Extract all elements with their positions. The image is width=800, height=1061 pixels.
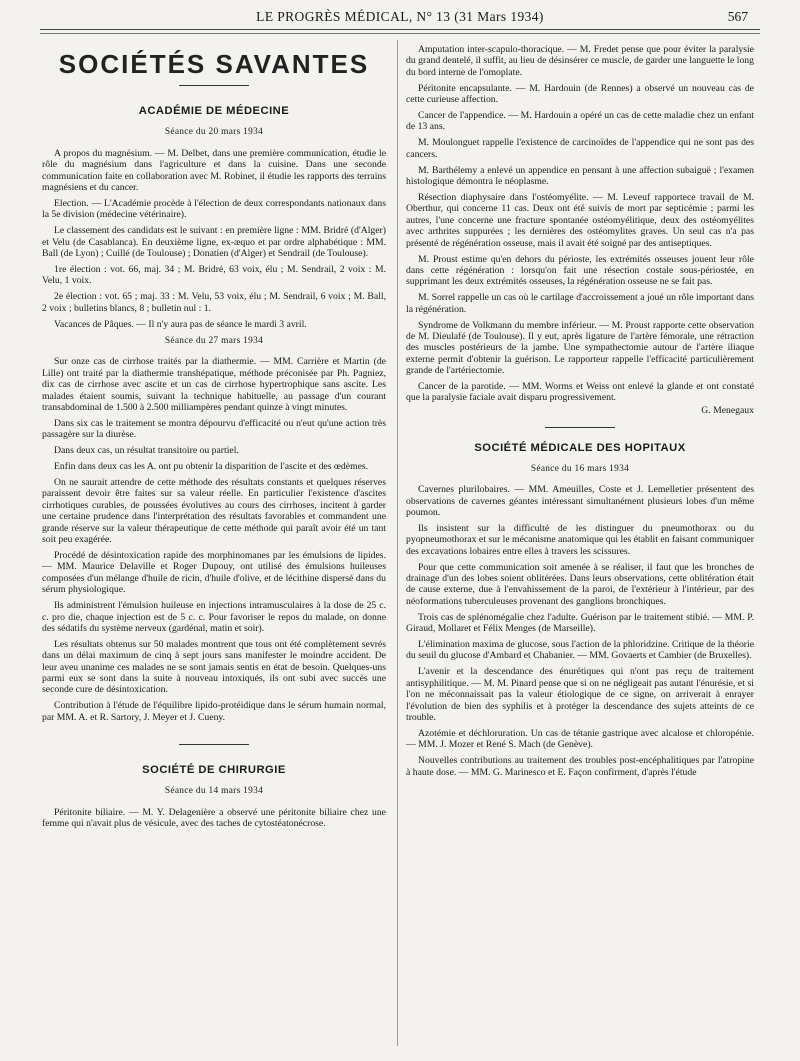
running-head [40, 9, 760, 29]
paragraph: Pour que cette communication soit amenée à se réaliser, il faut que les bronches de drainage d'un des lobes soient oblitérées. Dans leurs observations, cette oblitération était de cause externe, due à l'envahissement de la paroi, de l'extérieur à l'intérieur, par des néoformations tuberculeuses provenant des ganglions bronchiques. [406, 561, 754, 607]
paragraph: Dans six cas le traitement se montra dépourvu d'efficacité ou n'eut qu'une action très passagère sur la diurèse. [42, 417, 386, 441]
paragraph: Péritonite encapsulante. — M. Hardouin (de Rennes) a observé un nouveau cas de cette curieuse affection. [406, 82, 754, 106]
section-title: SOCIÉTÉS SAVANTES [58, 49, 370, 79]
paragraph: M. Barthélemy a enlevé un appendice en pensant à une affection subaiguë ; l'examen histologique démontra le néoplasme. [406, 164, 754, 188]
seance-date: Séance du 27 mars 1934 [164, 336, 264, 346]
paragraph: Syndrome de Volkmann du membre inférieur. — M. Proust rapporte cette observation de M. Dieulafé (de Toulouse). Il y eut, après ligature de l'artère fémorale, une rétraction des muscles postérieurs de la jambe. Une sympathectomie autour de l'artère iliaque externe permit d'obtenir la guérison. Le rapporteur rappelle l'efficacité particulièrement grande de l'artériectomie. [406, 319, 754, 377]
section-rule [179, 744, 249, 745]
paragraph: Nouvelles contributions au traitement des troubles post-encéphalitiques par l'atropine à haute dose. — MM. G. Marinesco et E. Façon confirment, d'après l'étude [406, 755, 754, 778]
paragraph: A propos du magnésium. — M. Delbet, dans une première communication, étudie le rôle du magnésium dans l'agriculture et dans la cuisine. Dans une seconde communication faite en collaboration avec M. Robinet, il étudie les rapports des terrains magnésiens et du cancer. [42, 147, 386, 194]
paragraph: Résection diaphysaire dans l'ostéomyélite. — M. Leveuf rapportece travail de M. Oberthur, qui concerne 11 cas. Deux ont été suivis de mort par septicémie ; parmi les autres, l'une concerne une fracture spontanée ostéomyélitique, deux des ostéomyélites avec arthrites suppurées ; les dernières des ostéomylites graves. Un seul cas n'a pas présenté de régénération osseuse, mais il avait été soigné par des antiseptiques. [406, 191, 754, 249]
paragraph: Ils insistent sur la difficulté de les distinguer du pneumothorax ou du pyopneumothorax et sur le mécanisme anatomique qui les établit en faisant communiquer des excavations lobaires entre elles à travers les scissures. [406, 522, 754, 557]
left-column [42, 42, 386, 834]
paragraph: Péritonite biliaire. — M. Y. Delagenière a observé une péritonite biliaire chez une femme qui n'avait plus de vésicule, avec des taches de cytostéatonécrose. [42, 806, 386, 829]
paragraph: Amputation inter-scapulo-thoracique. — M. Fredet pense que pour éviter la paralysie du grand dentelé, il suffit, au lieu de désinsérer ce muscle, de garder une languette le long du bord interne de l'omoplate. [406, 44, 754, 78]
header-rule-thin [40, 33, 760, 34]
paragraph: L'élimination maxima de glucose, sous l'action de la phloridzine. Critique de la théorie du seuil du glucose d'Ambard et Chabanier. — MM. Govaerts et Cambier (de Bruxelles). [406, 638, 755, 662]
signature-line [406, 405, 754, 416]
section-title-rule [179, 85, 249, 86]
paragraph: Cancer de l'appendice. — M. Hardouin a opéré un cas de cette maladie chez un enfant de 13 ans. [406, 110, 754, 133]
paragraph: Sur onze cas de cirrhose traités par la diathermie. — MM. Carrière et Martin (de Lille) ont traité par la diathermie transhépatique, méthode préconisée par Ph. Pagniez, dix cas de cirrhose avec ascite et un cas de cirrhose hypertrophique sans ascite. Les malades étaient soumis, suivant la technique habituelle, au passage d'un courant transabdominal de 1.500 à 2.500 milliampères pendant quinze à vingt minutes. [42, 356, 386, 414]
paragraph: 2e élection : vot. 65 ; maj. 33 : M. Velu, 53 voix, élu ; M. Sendrail, 6 voix ; M. Ball, 2 voix ; bulletins blancs, 8 ; bulletin nul : 1. [42, 291, 386, 314]
signature: G. Menegaux [701, 405, 754, 417]
column-divider [397, 40, 398, 1046]
seance-date: Séance du 16 mars 1934 [530, 463, 630, 474]
page-number: 567 [727, 9, 748, 24]
section-rule [545, 427, 615, 428]
paragraph: M. Sorrel rappelle un cas où le cartilage d'accroissement a joué un rôle important dans la régénération. [406, 292, 754, 315]
seance-date: Séance du 20 mars 1934 [164, 127, 264, 138]
paragraph: Azotémie et déchloruration. Un cas de tétanie gastrique avec alcalose et chloropénie. — MM. J. Mozer et René S. Mach (de Genève). [406, 727, 754, 751]
running-title: LE PROGRÈS MÉDICAL, N° 13 (31 Mars 1934) [256, 9, 544, 24]
paragraph: Election. — L'Académie procède à l'élection de deux correspondants nationaux dans la 5e division (médecine vétérinaire). [42, 197, 386, 221]
paragraph: L'avenir et la descendance des énurétiques qui n'ont pas reçu de traitement antisyphilitique. — M. M. Pinard pense que si on ne négligeait pas autant l'énurésie, et si l'on ne méconnaissait pas la valeur étiologique de ce signe, on arriverait à enrayer l'évolution de bien des syphilis et à protéger la descendance des sujets atteints de ce trouble. [406, 666, 754, 723]
paragraph: M. Moulonguet rappelle l'existence de carcinoïdes de l'appendice qui ne sont pas des cancers. [406, 137, 754, 160]
paragraph: Contribution à l'étude de l'équilibre lipido-protéidique dans le sérum humain normal, par MM. A. et R. Sartory, J. Meyer et J. Cueny. [42, 700, 386, 723]
paragraph: M. Proust estime qu'en dehors du périoste, les extrémités osseuses jouent leur rôle dans cette régénération : lorsqu'on fait une résection costale sous-périostée, en supprimant les deux extrémités osseuses, la régénération osseuse ne se fait pas. [406, 253, 754, 288]
paragraph: Enfin dans deux cas les A. ont pu obtenir la disparition de l'ascite et des œdèmes. [54, 461, 369, 473]
paragraph: Ils administrent l'émulsion huileuse en injections intramusculaires à la dose de 25 c. c. pro die, chaque injection est de 5 c. c. Pour favoriser le repos du malade, on donne des sédatifs du système nerveux (gardénal, matin et soir). [42, 600, 386, 634]
paragraph: Trois cas de splénomégalie chez l'adulte. Guérison par le traitement stibié. — MM. P. Giraud, Mollaret et Félix Menges (de Marseille). [406, 611, 754, 635]
paragraph: On ne saurait attendre de cette méthode des résultats constants et quelques réserves paraissent devoir être faites sur sa valeur réelle. En particulier l'existence d'ascites cirrhotiques curables, de poussées évolutives au cours des cirrhoses, incitent à garder une certaine prudence dans l'interprétation des résultats favorables et commandent une grande réserve sur la valeur thérapeutique de cette méthode qui paraît avoir été un tant soit peu exagérée. [42, 477, 386, 546]
paragraph: Procédé de désintoxication rapide des morphinomanes par les émulsions de lipides. — MM. Maurice Delaville et Roger Dupouy, ont utilisé des émulsions huileuses composées d'un mélange d'huile de ricin, d'huile d'olive, et de lécithine dispersé dans du sérum physiologique. [42, 550, 386, 596]
paragraph: 1re élection : vot. 66, maj. 34 ; M. Bridré, 63 voix, élu ; M. Sendrail, 2 voix : M. Velu, 1 voix. [42, 263, 386, 287]
seance-date: Séance du 14 mars 1934 [164, 786, 264, 797]
hopitaux-heading: SOCIÉTÉ MÉDICALE DES HOPITAUX [474, 442, 686, 455]
paragraph: Le classement des candidats est le suivant : en première ligne : MM. Bridré (d'Alger) et Velu (de Casablanca). En deuxième ligne, ex-æquo et par ordre alphabétique : MM. Ball (de Lyon) ; Cuillé (de Toulouse) ; Donatien (d'Alger) et Sendrail (de Toulouse). [42, 225, 386, 260]
paragraph: Vacances de Pâques. — Il n'y aura pas de séance le mardi 3 avril. [54, 318, 307, 330]
right-column [406, 44, 754, 782]
header-rule [40, 29, 760, 30]
paragraph: Cancer de la parotide. — MM. Worms et Weiss ont enlevé la glande et ont constaté que la paralysie faciale avait disparu progressivement. [406, 381, 754, 404]
paragraph: Les résultats obtenus sur 50 malades montrent que tous ont été complètement sevrés dans un délai maximum de cinq à sept jours sans manifester le moindre accident. De leur aveu unanime ces malades ne se sont jamais sentis en état de besoin. Quelques-uns parmi eux se sont dans la suite à nouveau intoxiqués, ils ont subi avec succès une seconde cure de désintoxication. [42, 638, 386, 696]
paragraph: Dans deux cas, un résultat transitoire ou partiel. [54, 445, 239, 457]
chirurgie-heading: SOCIÉTÉ DE CHIRURGIE [142, 763, 286, 776]
paragraph: Cavernes plurilobaires. — MM. Ameuilles, Coste et J. Lemelletier présentent des observations de cavernes géantes intéressant simultanément plusieurs lobes d'un même poumon. [406, 484, 754, 518]
academie-heading: ACADÉMIE DE MÉDECINE [138, 105, 290, 117]
